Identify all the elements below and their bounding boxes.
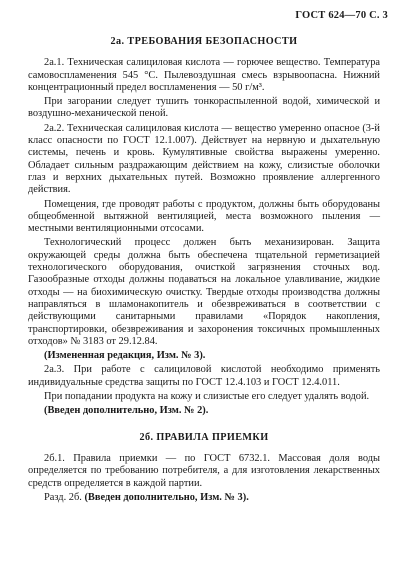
document-body — [28, 36, 380, 506]
footer-amendment: (Введен дополнительно, Изм. № 3). — [84, 491, 249, 503]
paragraph-process: Технологический процесс должен быть механизирован. Защита окружающей среды должна быть обеспечена тщательной герметизацией технологического оборудования, очисткой загрязнения сточных вод. Газообразные отходы должны подаваться на локальное улавливание, жидкие отходы — на биохимическую очистку. Твердые отходы производства должны направляться в шламонакопитель и обезвреживаться в соответствии с действующими санитарными правилами «Порядок накопления, транспортировки, обезвреживания и захоронения токсичных промышленных отходов» № 3183 от 29.12.84. — [28, 237, 380, 347]
paragraph-2a2: 2а.2. Техническая салициловая кислота — вещество умеренно опасное (3-й класс опасности по ГОСТ 12.1.007). Действует на нервную и дыхательную системы, печень и кровь. Кумулятивные свойства выражены умеренно. Обладает сильным раздражающим действием на кожу, слизистые оболочки глаз и верхних дыхательных путей. Возможно проявление аллергенного действия. — [28, 122, 380, 196]
paragraph-skin-contact: При попадании продукта на кожу и слизистые его следует удалять водой. — [44, 391, 370, 403]
page-header: ГОСТ 624—70 С. 3 — [295, 10, 388, 21]
amendment-note-2: (Введен дополнительно, Изм. № 2). — [44, 405, 209, 417]
paragraph-ventilation: Помещения, где проводят работы с продуктом, должны быть оборудованы общеобменной вытяжной вентиляцией, места возможного пыления — местными вентиляционными отсосами. — [28, 198, 380, 235]
footer-prefix: Разд. 2б. — [44, 491, 85, 503]
paragraph-2a3: 2а.3. При работе с салициловой кислотой необходимо применять индивидуальные средства защиты по ГОСТ 12.4.103 и ГОСТ 12.4.011. — [28, 364, 380, 388]
section-title-acceptance: 2б. ПРАВИЛА ПРИЕМКИ — [139, 431, 269, 443]
amendment-note-3: (Измененная редакция, Изм. № 3). — [44, 350, 206, 362]
paragraph-2a1: 2а.1. Техническая салициловая кислота — горючее вещество. Температура самовоспламенения 545 °С. Пылевоздушная смесь взрывоопасна. Нижний концентрационный предел воспламенения — 50 г/м³. — [28, 57, 380, 93]
section-title-safety: 2а. ТРЕБОВАНИЯ БЕЗОПАСНОСТИ — [110, 36, 298, 47]
paragraph-fire: При загорании следует тушить тонкораспыленной водой, химической и воздушно-механической пеной. — [28, 96, 380, 120]
paragraph-2b1: 2б.1. Правила приемки — по ГОСТ 6732.1. Массовая доля воды определяется по требованию потребителя, а для изготовления лекарственных средств определяется в каждой партии. — [28, 452, 380, 489]
section-footer-note — [28, 492, 380, 504]
